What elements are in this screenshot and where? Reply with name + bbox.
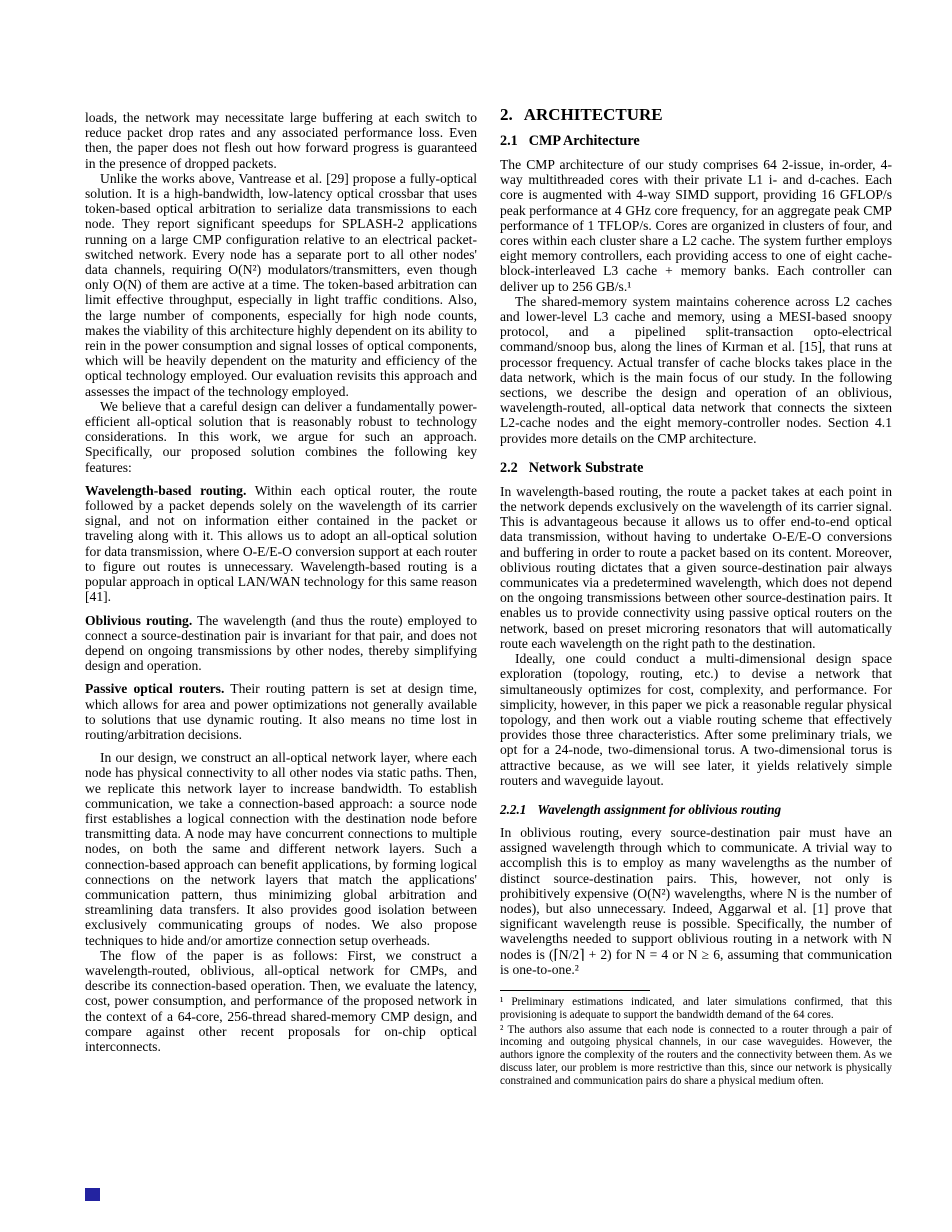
feature-wavelength-routing (85, 483, 477, 605)
footnote-1: ¹ Preliminary estimations indicated, and later simulations confirmed, that this provisioning is adequate to support the bandwidth demand of the 64 cores. (500, 995, 892, 1021)
subsubsection-number: 2.2.1 (500, 801, 527, 817)
subsection-heading-network (500, 460, 892, 476)
paragraph-unlike: Unlike the works above, Vantrease et al. [29] propose a fully-optical solution. It is a high-bandwidth, low-latency optical crossbar that uses token-based optical arbitration to serialize data transmissions to each node. They report significant speedups for SPLASH-2 applications running on a large CMP configuration relative to an electrical packet-switched network. Every node has a separate port to all other nodes' data channels, requiring O(N²) modulators/transmitters, even though only O(N) of them are active at a time. The token-based arbitration can limit effective throughput, especially in light traffic conditions. Also, the large number of components, especially for high node counts, makes the viability of this architecture highly dependent on its ability to rein in the power consumption and signal losses of optical components, which will be heavily dependent on the maturity and efficiency of the optical technology employed. Our evaluation revisits this approach and assesses the impact of the technology employed. (85, 170, 477, 399)
paragraph-loads: loads, the network may necessitate large buffering at each switch to reduce packet drop rates and any associated performance loss. Even then, the paper does not flesh out how forward progress is guaranteed in the presence of dropped packets. (85, 110, 477, 171)
subsubsection-title: Wavelength assignment for oblivious routing (537, 801, 782, 817)
subsection-number: 2.2 (500, 459, 518, 476)
pdf-link-marker (85, 1188, 100, 1201)
paragraph-network-2: Ideally, one could conduct a multi-dimensional design space exploration (topology, routing, etc.) to devise a network that simultaneously optimizes for cost, complexity, and performance. For simplicity, however, in this paper we pick a reasonable regular physical topology, and then work out a viable routing scheme that effectively provides those three characteristics. After some preliminary trials, we opt for a 24-node, two-dimensional torus. A two-dimensional torus is attractive because, as we will see later, it yields relatively simple routers and waveguide layout. (500, 651, 892, 788)
right-column (500, 105, 892, 1090)
paragraph-flow: The flow of the paper is as follows: First, we construct a wavelength-routed, oblivious, all-optical network for CMPs, and describe its connection-based operation. Then, we evaluate the latency, cost, power consumption, and performance of the proposed network in the context of a 64-core, 256-thread shared-memory CMP design, and compare against other recent proposals for on-chip optical interconnects. (85, 947, 477, 1054)
feature-title: Wavelength-based routing. (85, 482, 247, 498)
feature-text: The wavelength (and thus the route) employed to connect a source-destination pair is invariant for that pair, and does not depend on ongoing transmissions by other nodes, thereby simplifying design and operation. (85, 612, 478, 674)
footnotes-block (500, 990, 892, 1088)
subsection-title: Network Substrate (528, 459, 644, 476)
section-heading-architecture (500, 105, 892, 124)
feature-title: Passive optical routers. (85, 681, 225, 697)
left-column (85, 110, 477, 1054)
feature-text: Their routing pattern is set at design time, which allows for area and power optimizations not generally available to solutions that use dynamic routing. It also means no time lost in routing/arbitration decisions. (85, 681, 477, 742)
paragraph-wavelength-assignment: In oblivious routing, every source-destination pair must have an assigned wavelength through which to communicate. A trivial way to accomplish this is to employ as many wavelengths as the number of distinct source-destination pairs. This, however, not only is prohibitively expensive (O(N²) wavelengths, where N is the number of nodes), but also unnecessary. Indeed, Aggarwal et al. [1] prove that significant wavelength reuse is possible. Specifically, the number of wavelengths needed to support oblivious routing in a network with N nodes is (⌈N/2⌉ + 2) for N = 4 or N ≥ 6, assuming that communication is one-to-one.² (500, 824, 892, 977)
subsection-number: 2.1 (500, 133, 518, 149)
subsubsection-heading-wavelength (500, 802, 892, 817)
section-number: 2. (500, 105, 513, 124)
subsection-heading-cmp (500, 133, 892, 149)
feature-text: Within each optical router, the route followed by a packet depends solely on the wavelength of its carrier signal, and not on information either contained in the packet or traveling along with it. This allows us to adopt an all-optical solution for data transmission, where O-E/E-O conversion support at each router to figure out routes is unnecessary. Wavelength-based routing is a popular approach in optical LAN/WAN technology for this same reason [41]. (85, 482, 477, 605)
paragraph-network-1: In wavelength-based routing, the route a packet takes at each point in the network depends exclusively on the wavelength of its carrier signal. This is advantageous because it allows us to offer end-to-end optical data transmission, without having to undertake O-E/E-O conversions and buffering in order to route a packet based on its content. Moreover, oblivious routing dictates that a given source-destination pair always communicates via a predetermined wavelength, which does not depend on the ongoing transmissions between other source-destination pairs. It enables us to provide connectivity using passive optical routers on the network, based on preset microring resonators that will automatically route each wavelength on the right path to the destination. (500, 483, 892, 651)
paragraph-design: In our design, we construct an all-optical network layer, where each node has physical connectivity to all other nodes via static paths. Then, we replicate this network layer to increase bandwidth. To establish communication, we take a connection-based approach: a source node first establishes a logical connection with the destination node before transmitting data. A node may have concurrent connections to multiple nodes, on both the same and different network layers. Such a connection-based approach can benefit applications, by forming logical connections on the network layers that match the applications' communication pattern, thus minimizing global arbitration and streamlining data transfers. It also provides good isolation between exclusively communicating groups of nodes. We also propose techniques to hide and/or amortize connection setup overheads. (85, 750, 477, 948)
paragraph-believe: We believe that a careful design can deliver a fundamentally power-efficient all-optical solution that is reasonably robust to technology considerations. In this work, we argue for such an approach. Specifically, our proposed solution combines the following key features: (85, 398, 477, 475)
section-title: ARCHITECTURE (523, 105, 663, 124)
feature-title: Oblivious routing. (85, 612, 193, 628)
feature-passive-routers (85, 681, 477, 742)
feature-oblivious-routing (85, 613, 477, 674)
paragraph-cmp-1: The CMP architecture of our study comprises 64 2-issue, in-order, 4-way multithreaded cores with their private L1 i- and d-caches. Each core is augmented with 4-way SIMD support, providing 16 GFLOP/s peak performance at 4 GHz core frequency, for an aggregate peak CMP performance of 1 TFLOP/s. Cores are organized in clusters of four, and cores within each cluster share a L2 cache. The system further employs eight memory controllers, each providing access to one of eight cache-block-interleaved L3 cache + memory banks. Each controller can deliver up to 256 GB/s.¹ (500, 157, 892, 294)
subsection-title: CMP Architecture (528, 133, 640, 149)
footnote-2: ² The authors also assume that each node is connected to a router through a pair of incoming and outgoing physical channels, in our case waveguides. However, the authors ignore the complexity of the routers and the connectivity between them. As we discuss later, our problem is more restrictive than this, since our network is physically constrained and communication pairs do share a physical medium often. (500, 1023, 892, 1087)
paragraph-cmp-2: The shared-memory system maintains coherence across L2 caches and lower-level L3 cache and memory, using a MESI-based snoopy protocol, and a pipelined split-transaction opto-electrical command/snoop bus, along the lines of Kırman et al. [15], that runs at processor frequency. Actual transfer of cache blocks takes place in the data network, which is the main focus of our study. In the following sections, we describe the design and operation of an oblivious, wavelength-routed, all-optical data network that connects the sixteen L2-cache nodes and the eight memory-controller nodes. Section 4.1 provides more details on the CMP architecture. (500, 293, 892, 446)
footnote-rule (500, 990, 650, 991)
